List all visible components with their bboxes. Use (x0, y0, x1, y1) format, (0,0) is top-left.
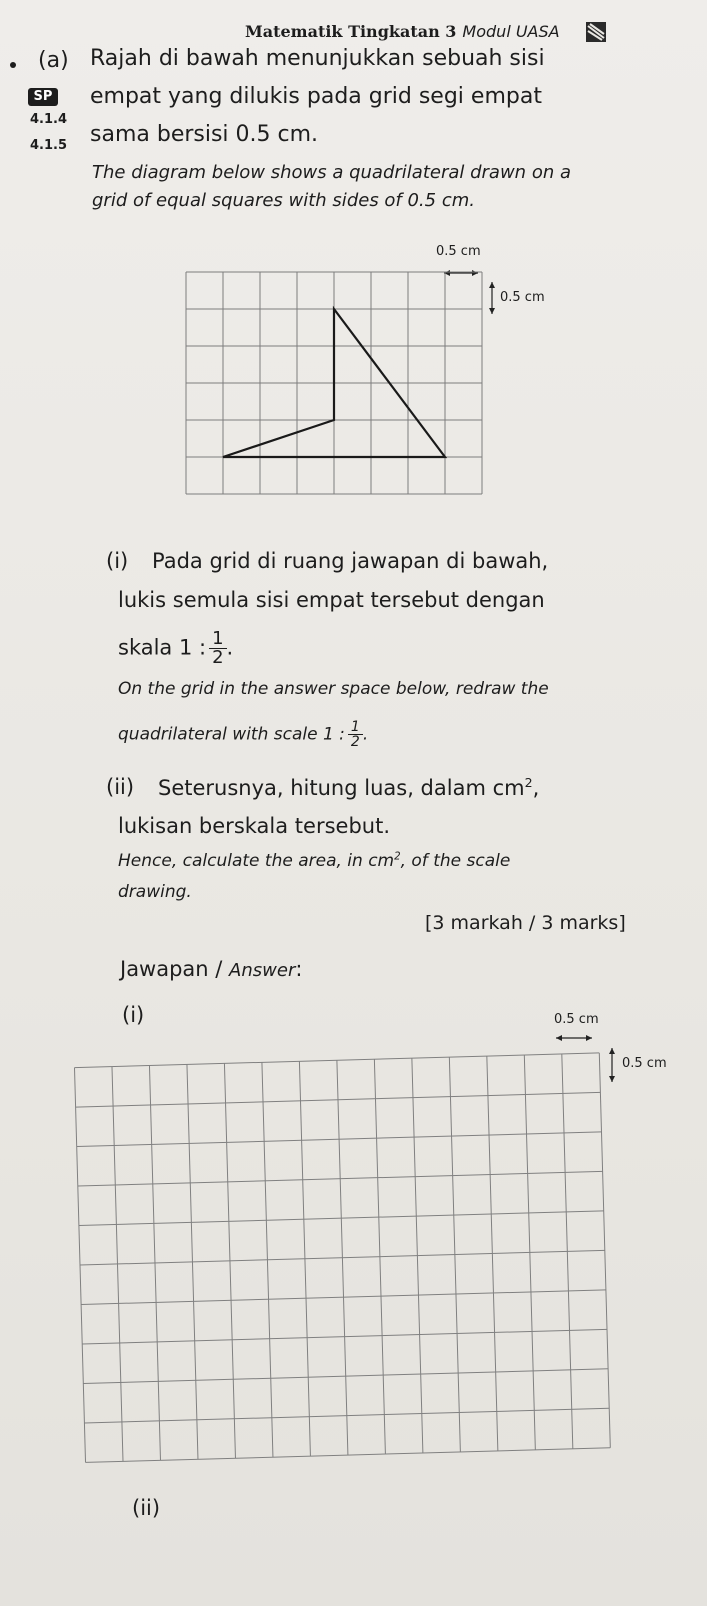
fraction-half (209, 630, 226, 667)
cm-squared-sup: 2 (524, 775, 533, 790)
part-ii-en-line-2: drawing. (118, 882, 192, 902)
stem-en-line-2: grid of equal squares with sides of 0.5 cm. (92, 190, 475, 211)
part-i-ms-scale-text: skala 1 : (118, 635, 207, 660)
fraction-en-numerator: 1 (348, 720, 363, 735)
part-i-ms-line-3: skala 1 : $\frac{1}{2}$ . (118, 628, 234, 668)
answer-grid[interactable] (74, 1046, 624, 1476)
answer-grid-width-label: 0.5 cm (554, 1012, 599, 1027)
answer-grid-height-label: 0.5 cm (622, 1056, 667, 1071)
fraction-denominator: 2 (212, 647, 224, 668)
marks-label: [3 markah / 3 marks] (425, 912, 626, 934)
part-ii-ms-line-2: lukisan berskala tersebut. (118, 814, 390, 838)
part-i-label: (i) (106, 549, 129, 573)
publisher-logo-icon (584, 18, 608, 46)
stem-en-line-1: The diagram below shows a quadrilateral drawn on a (92, 162, 571, 183)
diagram-height-label: 0.5 cm (500, 290, 545, 305)
question-grid (184, 270, 488, 506)
answer-heading: Jawapan / Answer: (120, 957, 303, 981)
answer-grid-lines (74, 1053, 610, 1463)
sp-code-1: 4.1.4 (30, 112, 68, 127)
diagram-width-label: 0.5 cm (436, 244, 481, 259)
stem-ms-line-3: sama bersisi 0.5 cm. (90, 122, 319, 147)
part-ii-en-line-1 (118, 851, 510, 871)
part-a-label: (a) (38, 48, 69, 73)
part-i-en-scale-text: quadrilateral with scale 1 : (118, 724, 345, 745)
book-subtitle: Modul UASA (462, 22, 560, 41)
cm-squared-sup-en: 2 (394, 851, 401, 863)
part-ii-en-text-end: , of the scale (400, 851, 511, 871)
part-ii-en-text: Hence, calculate the area, in cm (118, 851, 395, 871)
part-ii-label: (ii) (106, 775, 135, 799)
stem-ms-line-2: empat yang dilukis pada grid segi empat (90, 84, 542, 109)
part-ii-ms-text: Seterusnya, hitung luas, dalam cm (158, 776, 525, 800)
fraction-numerator: 1 (209, 630, 226, 649)
part-i-en-line-1: On the grid in the answer space below, redraw the (118, 679, 549, 699)
bullet-dot (10, 62, 16, 68)
book-title: Matematik Tingkatan 3 (245, 22, 457, 41)
part-i-ms-line-1: Pada grid di ruang jawapan di bawah, (152, 549, 549, 573)
fraction-en-denominator: 2 (350, 734, 360, 750)
sp-code-2: 4.1.5 (30, 138, 68, 153)
answer-part-i-label: (i) (122, 1003, 145, 1027)
sp-badge: SP (28, 88, 58, 106)
answer-heading-ms: Jawapan / (120, 957, 230, 981)
answer-heading-en: Answer (229, 960, 296, 981)
fraction-half-en (348, 720, 363, 749)
part-ii-ms-line-1: Seterusnya, hitung luas, dalam $cm^2$, (158, 775, 540, 800)
answer-part-ii-label: (ii) (132, 1496, 161, 1520)
page-header (245, 22, 560, 41)
stem-ms-line-1: Rajah di bawah menunjukkan sebuah sisi (90, 46, 545, 71)
part-i-ms-line-2: lukis semula sisi empat tersebut dengan (118, 588, 545, 612)
part-i-en-line-2: quadrilateral with scale 1 : $\frac{1}{2}$ . (118, 719, 369, 750)
